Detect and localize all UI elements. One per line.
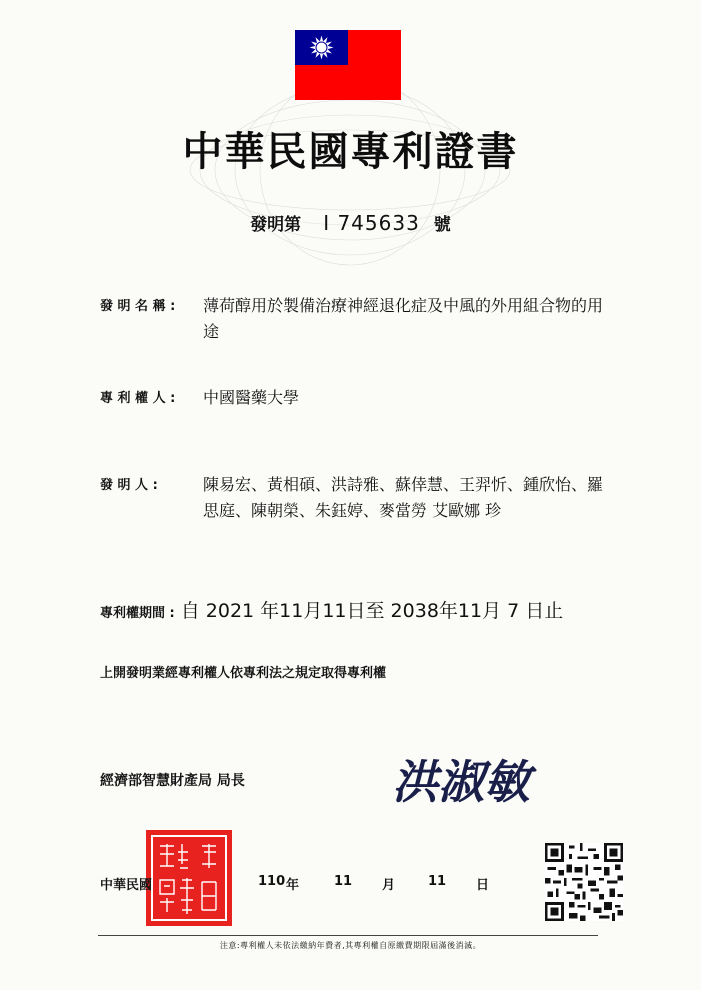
patent-term-value: 自 2021 年11月11日至 2038年11月 7 日止 bbox=[180, 600, 564, 622]
field-value: 陳易宏、黃相碩、洪詩雅、蘇倖慧、王羿忻、鍾欣怡、羅思庭、陳朝榮、朱鈺婷、麥當勞 艾歐娜 珍 bbox=[203, 475, 604, 520]
patent-number-line bbox=[0, 210, 701, 235]
flag-emblem-icon bbox=[295, 30, 401, 100]
patent-term bbox=[100, 596, 660, 623]
date-day-unit: 日 bbox=[476, 878, 490, 893]
patent-number-prefix: 發明第 bbox=[250, 215, 302, 235]
field-label: 專 利 權 人 : bbox=[100, 391, 176, 406]
field-value: 薄荷醇用於製備治療神經退化症及中風的外用組合物的用途 bbox=[203, 296, 604, 341]
date-day: 11 bbox=[428, 874, 447, 889]
certificate-title: 中華民國專利證書 bbox=[182, 128, 519, 175]
qr-code-icon bbox=[545, 843, 623, 921]
patent-number-suffix: 號 bbox=[433, 215, 451, 235]
signature-icon bbox=[388, 748, 558, 810]
date-era: 中華民國 bbox=[100, 878, 153, 893]
officer-title: 經濟部智慧財產局 局長 bbox=[100, 773, 245, 789]
patent-term-label: 專利權期間 : bbox=[100, 606, 175, 621]
svg-text:洪淑敏: 洪淑敏 bbox=[392, 755, 530, 809]
field-value: 中國醫藥大學 bbox=[203, 388, 300, 407]
field-label: 發 明 人 : bbox=[100, 478, 158, 493]
footer-divider bbox=[98, 935, 598, 936]
issue-date bbox=[100, 874, 520, 894]
field-label: 發 明 名 稱 : bbox=[100, 299, 176, 314]
date-year: 110 bbox=[258, 874, 286, 889]
date-year-unit: 年 bbox=[286, 878, 300, 893]
date-month: 11 bbox=[334, 874, 353, 889]
grant-statement: 上開發明業經專利權人依專利法之規定取得專利權 bbox=[100, 666, 387, 681]
date-month-unit: 月 bbox=[382, 878, 396, 893]
footnote: 注意:專利權人未依法繳納年費者,其專利權自原繳費期限屆滿後消滅。 bbox=[219, 941, 482, 950]
patent-number: I 745633 bbox=[323, 211, 420, 235]
